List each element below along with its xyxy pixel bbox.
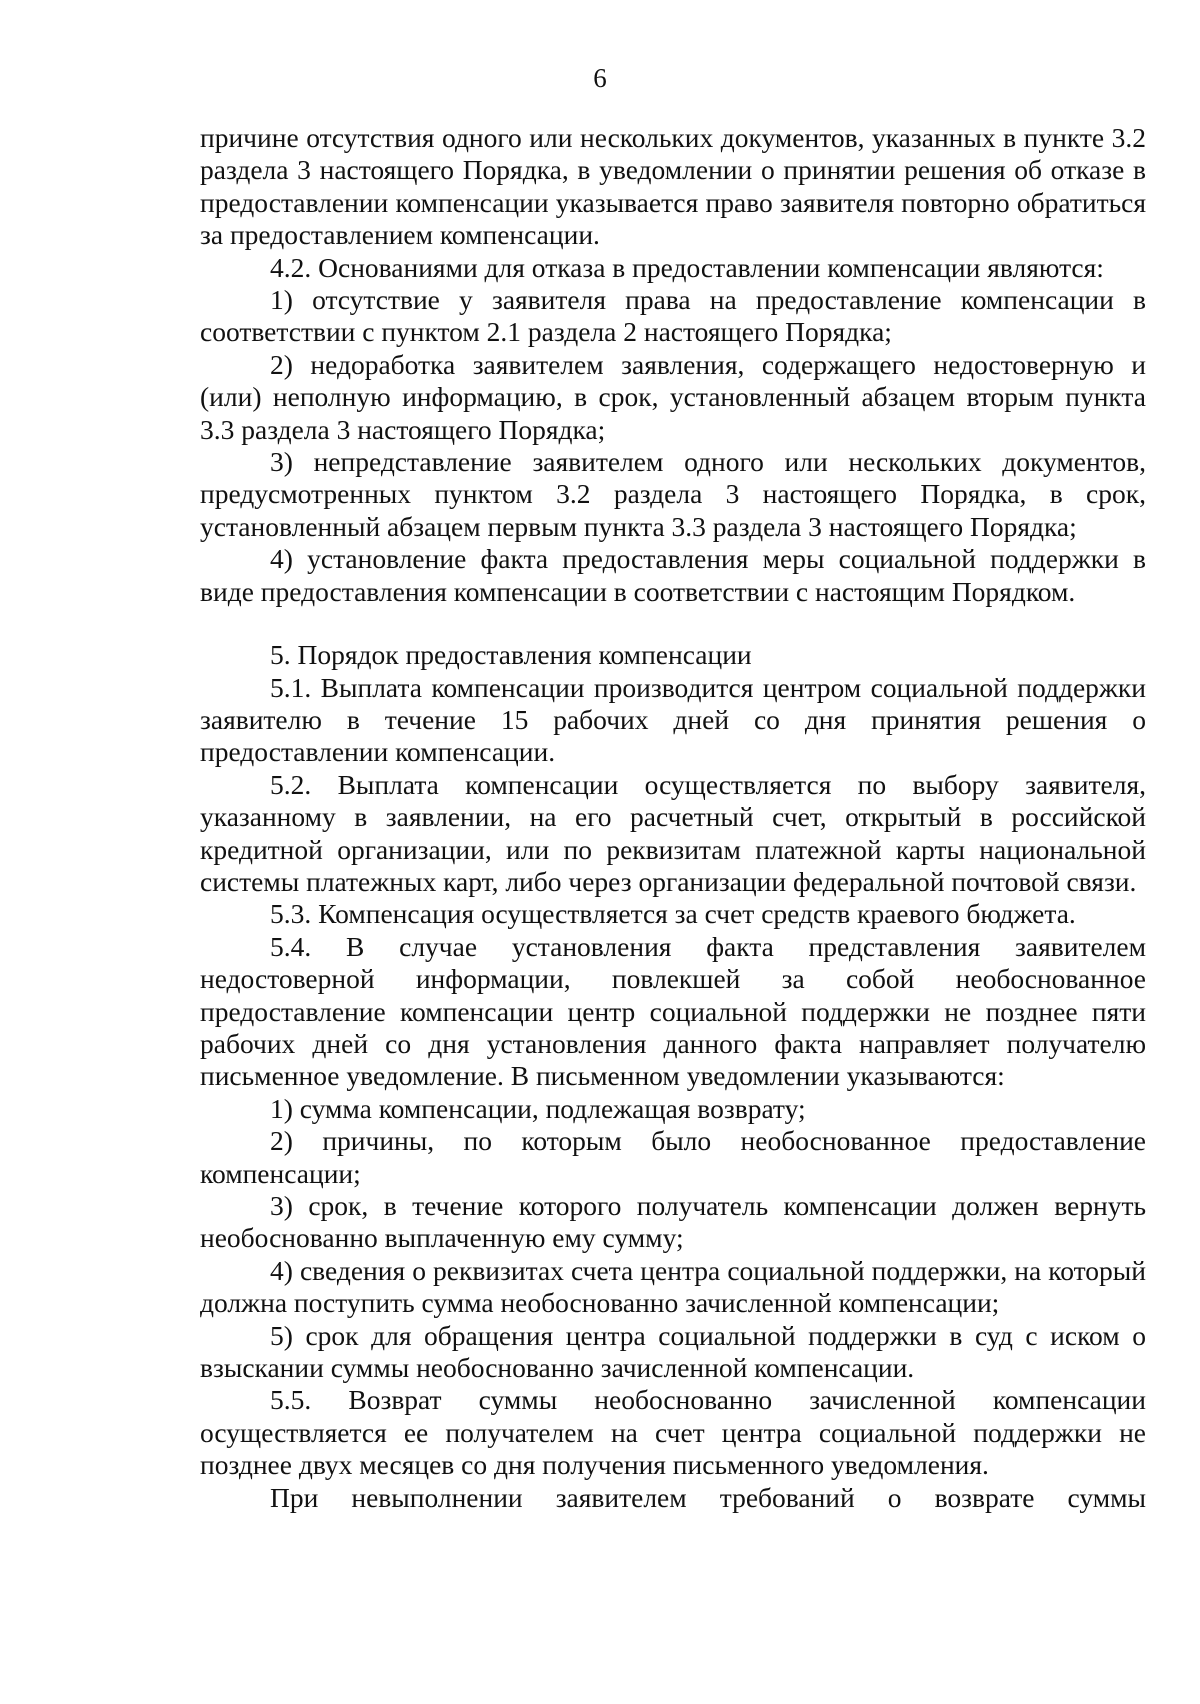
paragraph-continuation: причине отсутствия одного или нескольких документов, указанных в пункте 3.2 раздела 3 настоящего Порядка, в уведомлении о принятии решения об отказе в предоставлении компенсации указывается право заявителя повторно обратиться за предоставлением компенсации. (200, 122, 1146, 251)
list-item-5-4-2: 2) причины, по которым было необоснованное предоставление компенсации; (200, 1125, 1146, 1189)
list-item-4-2-4: 4) установление факта предоставления меры социальной поддержки в виде предоставления компенсации в соответствии с настоящим Порядком. (200, 543, 1146, 607)
paragraph-5-3: 5.3. Компенсация осуществляется за счет средств краевого бюджета. (270, 898, 1076, 930)
list-item-4-2-1: 1) отсутствие у заявителя права на предоставление компенсации в соответствии с пунктом 2.1 раздела 2 настоящего Порядка; (200, 284, 1146, 348)
paragraph-4-2: 4.2. Основаниями для отказа в предоставлении компенсации являются: (270, 251, 1104, 283)
section-gap (200, 608, 1146, 639)
paragraph-5-5: 5.5. Возврат суммы необоснованно зачисленной компенсации осуществляется ее получателем на счет центра социальной поддержки не позднее двух месяцев со дня получения письменного уведомления. (200, 1384, 1146, 1481)
list-item-5-4-1: 1) сумма компенсации, подлежащая возврату; (270, 1092, 806, 1124)
paragraph-5-2: 5.2. Выплата компенсации осуществляется по выбору заявителя, указанному в заявлении, на его расчетный счет, открытый в российской кредитной организации, или по реквизитам платежной карты национальной системы платежных карт, либо через организации федеральной почтовой связи. (200, 768, 1146, 897)
paragraph-continues-next-page: При невыполнении заявителем требований о возврате суммы (270, 1481, 1146, 1513)
document-body (200, 122, 1146, 1514)
list-item-5-4-3: 3) срок, в течение которого получатель компенсации должен вернуть необоснованно выплаченную ему сумму; (200, 1190, 1146, 1254)
paragraph-5-1: 5.1. Выплата компенсации производится центром социальной поддержки заявителю в течение 15 рабочих дней со дня принятия решения о предоставлении компенсации. (200, 671, 1146, 768)
page-number: 6 (593, 63, 607, 93)
section-heading-5: 5. Порядок предоставления компенсации (270, 639, 752, 671)
list-item-5-4-4: 4) сведения о реквизитах счета центра социальной поддержки, на который должна поступить сумма необоснованно зачисленной компенсации; (200, 1254, 1146, 1319)
paragraph-5-4: 5.4. В случае установления факта представления заявителем недостоверной информации, повлекшей за собой необоснованное предоставление компенсации центр социальной поддержки не позднее пяти рабочих дней со дня установления данного факта направляет получателю письменное уведомление. В письменном уведомлении указываются: (200, 930, 1146, 1092)
list-item-4-2-2: 2) недоработка заявителем заявления, содержащего недостоверную и (или) неполную информацию, в срок, установленный абзацем вторым пункта 3.3 раздела 3 настоящего Порядка; (200, 348, 1146, 445)
list-item-5-4-5: 5) срок для обращения центра социальной поддержки в суд с иском о взыскании суммы необоснованно зачисленной компенсации. (200, 1319, 1146, 1384)
list-item-4-2-3: 3) непредставление заявителем одного или нескольких документов, предусмотренных пунктом 3.2 раздела 3 настоящего Порядка, в срок, установленный абзацем первым пункта 3.3 раздела 3 настоящего Порядка; (200, 446, 1146, 542)
